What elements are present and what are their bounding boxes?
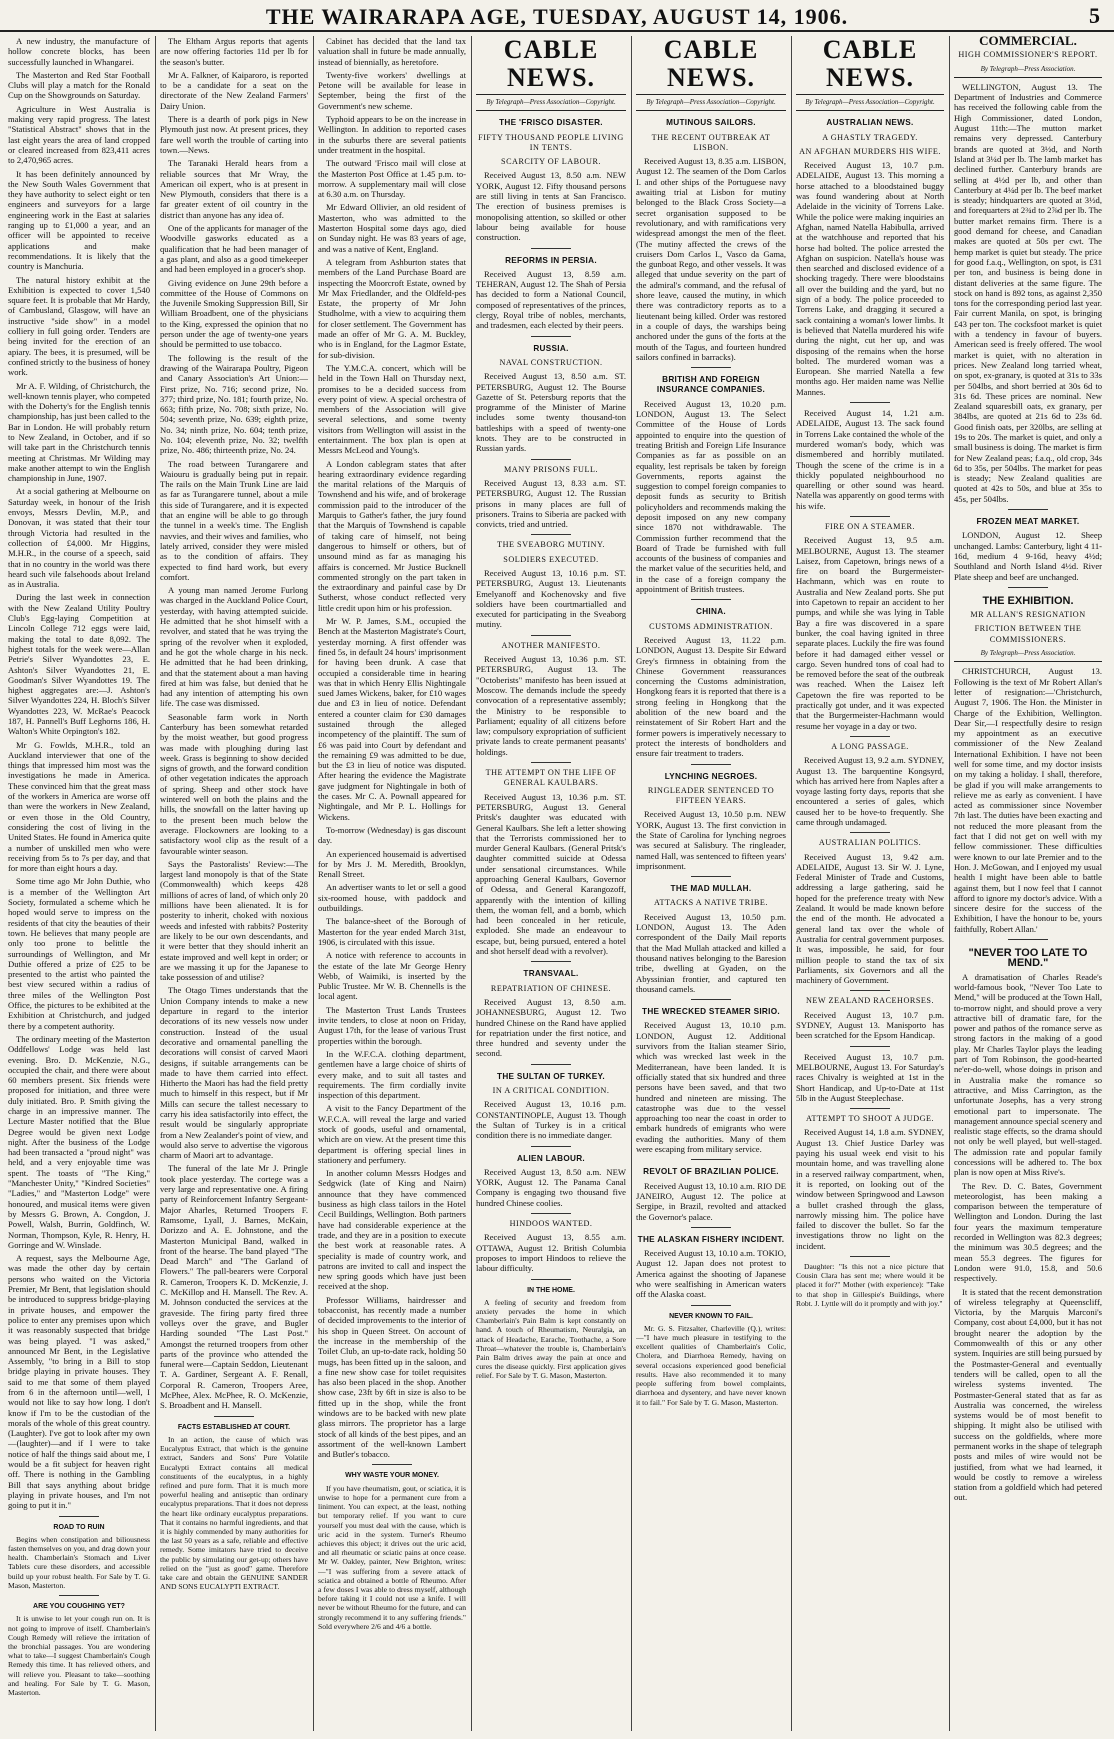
byline: By Telegraph—Press Association—Copyright. [636,97,786,111]
separator-rule [59,1516,99,1517]
news-subheadline: FRICTION BETWEEN THE COMMISSIONERS. [974,624,1082,644]
page-number: 5 [1089,3,1100,28]
paragraph: During the last week in connection with the New Zealand Utility Poultry Club's Egg-laying Competition at Lincoln College 712 eggs were laid, making the total to date 8,092. The highest totals for the week were—Allan Petrie's Silver Wyandottes 23, E. Ashton's Silver Wyandottes 21, E. Goodman's Silver Wyandottes 19. The highest aggregates are:—J. Ashton's Silver Wyandottes 224, H. Bloch's Silver Wyandottes 223, W. McRae's Peacock 187, H. Pannell's Buff Leghorns 186, H. Walton's White Orpington's 182. [8,592,150,737]
advert-title: NEVER KNOWN TO FAIL. [669,1312,753,1320]
paragraph: An experienced housemaid is advertised for by Mrs J. M. Meredith, Brooklyn, Renall Street. [318,848,466,880]
column-rule [631,36,632,1731]
news-headline: "NEVER TOO LATE TO MEND." [968,947,1088,970]
paragraph: The balance-sheet of the Borough of Masterton for the year ended March 31st, 1906, is circulated with this issue. [318,916,466,947]
news-body: Received August 13, 10.16 p.m. CONSTANTINOPLE, August 13. Though the Sultan of Turkey is in a critical condition there is no immediate danger. [476,1099,626,1141]
column-rule [949,36,950,1731]
section-masthead: CABLE NEWS. [796,36,944,95]
separator-rule [850,1256,890,1257]
separator-rule [691,1305,731,1306]
paragraph: The funeral of the late Mr J. Pringle took place yesterday. The cortege was a very large and representative one. A firing party of Reinforcement Infantry Sergeant-Major Aharles, Returned Troopers F. Ramsome, Lyall, J. Barnes, McKain, Dorizzo and A. E. Johnstone, and the Masterton Municipal Band, walked in front of the hearse. The band played "The Dead March" and "The Garland of Flowers." The pall-bearers were Corporal R. Cameron, Troopers K. D. McKenzie, J. C. McKillop and H. Mansell. The Rev. A. M. Johnson conducted the services at the graveside. The firing party fired three volleys over the grave, and Bugler Harding sounded "The Last Post." Amongst the returned troopers from other parts of the province who attended the funeral were—Captain Seddon, Lieutenant T. A. Gardiner, Sergeant A. F. Renall, Corporal R. Cameron, Troopers Aree, McPhee, Alex. McPhee, R. O. McKenzie, S. Broadbent and H. Mansell. [160,1163,308,1411]
paragraph: At a social gathering at Melbourne on Saturday week, in honour of the Irish envoys, Messrs Devlin, M.P., and Donovan, it was stated that their tour through Victoria had resulted in the collection of £4,000. Mr Higgins, M.H.R., in the course of a speech, said that in no country in the world was there heard such vile falsehoods about Ireland as in Australia. [8,486,150,590]
byline: By Telegraph—Press Association. [954,64,1102,78]
news-body: Received August 13, 10.7 p.m. MELBOURNE, August 13. For Saturday's races Chivalry is weighted at 1st in the Short Handicap, and Up-to-Date at 11st 5lb in the August Steeplechase. [796,1051,944,1103]
news-headline: REVOLT OF BRAZILIAN POLICE. [643,1167,779,1177]
separator-rule [691,599,731,600]
separator-rule [531,1064,571,1065]
news-subheadline: FIRE ON A STEAMER. [825,521,915,531]
paragraph: The ordinary meeting of the Masterton Oddfellows' Lodge was held last evening. Bro. D. McKenzie, N.G., occupied the chair, and there were about 60 members present. Six friends were proposed for initiation, and three were duly initiated. Bro. P. Smith giving the charge in an impressive manner. The Lecture Master notified that the Blue Degree would be given next Lodge night. After the business of the Lodge had been transacted a "proud night" was held, and a very enjoyable time was spent. The toasts of "The King," "Manchester Unity," "Kindred Societies" "Ladies," and "Masterton Lodge" were honoured, and musical items were given by Messrs G. Brown, A. Congdon, J. Powell, Walsh, Burrin, Goldfinch, W. Norman, Thompson, Kyle, R. Henry, H. Gorringe and W. Winslade. [8,1033,150,1250]
masthead [0,0,1114,32]
separator-rule [531,635,571,636]
paragraph: The Taranaki Herald hears from a reliable sources that Mr Wray, the American oil expert, who is at present in New Plymouth, considers that there is a far greater extent of oil country in the district than anyone has any idea of. [160,158,308,220]
paragraph: Mr A. Falkner, of Kaiparoro, is reported to be a candidate for a seat on the directorate of the New Zealand Farmers' Dairy Union. [160,69,308,111]
paragraph: Twenty-five workers' dwellings at Petone will be available for lease in September, being the first of the Government's new scheme. [318,69,466,111]
section-masthead: CABLE NEWS. [636,36,786,95]
paragraph: There is a dearth of pork pigs in New Plymouth just now. At present prices, they fare well worth the trouble of carting into town.—News. [160,114,308,155]
paragraph: Some time ago Mr John Duthie, who is a member of the Wellington Art Society, formulated a scheme which he hoped would serve to impress on the residents of that city the beauties of their town. He believes that many people are only too prone to belittle the surroundings of Wellington, and Mr Duthie offered a prize of £25 to be presented to the artist who painted the best view secured within a radius of three miles of the Wellington Post Office, the pictures to be exhibited at the Exhibition at Christchurch, and judged there by a competent authority. [8,876,150,1031]
news-body: Received August 13, 8.55 a.m. OTTAWA, August 12. British Columbia proposes to import Hindoos to relieve the labour difficulty. [476,1232,626,1274]
news-subheadline: FIFTY THOUSAND PEOPLE LIVING IN TENTS. [478,132,624,152]
separator-rule [850,832,890,833]
advert-title: ARE YOU COUGHING YET? [33,1603,125,1611]
paragraph: Mr W. P. James, S.M., occupied the Bench at the Masterton Magistrate's Court, yesterday morning. A first offender was fined 5s, in default 24 hours' imprisonment for having been drunk. A case that occupied a considerable time in hearing was that in which Henry Ellis Nightingale sued James Wickens, baker, for £10 wages due and £3 in lieu of notice. Defendant entered a counter claim for £30 damages sustained through the alleged incompetency of the plaintiff. The sum of £6 was paid into Court by defendant and the remaining £9 was admitted to be due, but the £3 in lieu of notice was disputed. After hearing the evidence the Magistrate gave judgment for Nightingale in both of the cases. Mr C. A. Pownall appeared for Nightingale, and Mr P. L. Hollings for Wickens. [318,616,466,822]
separator-rule [531,762,571,763]
news-subheadline: MR ALLAN'S RESIGNATION [970,610,1086,620]
separator-rule [691,1159,731,1160]
separator-rule [531,534,571,535]
news-subheadline: SOLDIERS EXECUTED. [503,554,599,564]
paragraph: It is stated that the recent demonstration of wireless telegraphy at Queenscliff, Victoria, by the Marquis Marconi's Company, cost about £4,000, but it has not brought nearer the adoption by the Commonwealth of this or any other system. Inquiries are still being pursued by the Postmaster-General and eventually tenders will be called, open to all the wireless systems invented. The Postmaster-General stated that as far as Australia was concerned, the wireless systems would be of most benefit to shipping. It might also be utilised with success on the goldfields, where more permanent works in the shape of telegraph posts and miles of wire would not be justified, from what we had learned, it would be costly to remove a wireless station from a goldfield which had petered out. [954,1286,1102,1503]
advert-text: Begins when constipation and biliousness fasten themselves on you, and drag down your health. Chamberlain's Stomach and Liver Tablets cure these disorders, and accessible build up your robust health. For Sale by T. G. Mason, Masterton. [8,1534,150,1590]
separator-rule [531,1213,571,1214]
paragraph: A request, says the Melbourne Age, was made the other day by certain persons who waited on the Victoria Premier, Mr Bent, that legislation should be introduced to suppress bridge-playing in private houses, and empower the police to enter any premises upon which it was reasonably suspected that bridge was being played. "I was asked," announced Mr Bent, in the Legislative Assembly, "to bring in a Bill to stop bridge playing in private houses. They said to me that some of them played from 6 in the afternoon until—well, I would not like to say how long. I don't know if I'm to be the custodian of the morals of the whole of this great country. (Laughter). I've got to look after my own—(laughter)—and if I were to take notice of half the things said about me, I would be a fit subject for heaven right off. There is nothing in the Gambling Bill that says anything about bridge playing in private houses, and I'm not going to put it in." [8,1253,150,1511]
news-subheadline: RINGLEADER SENTENCED TO FIFTEEN YEARS. [647,785,775,806]
paragraph: To-morrow (Wednesday) is gas discount day. [318,824,466,846]
news-body: Received August 13, 10.20 p.m. LONDON, August 13. The Select Committee of the House of Lords appointed to enquire into the question of treating British and Foreign Life Insurance Companies as far as possible on an equality, lest reprisals be taken by foreign Governments, reports against the suggestion to compel foreign companies to deposit funds as security to British policyholders and recommends making the deposit imposed on any new company since 1870 not withdrawable. The Commission further recommend that the Board of Trade be furnished with full accounts of the business of companies and the market value of the securities held, and in the case of a foreign company the appointment of British trustees. [636,398,786,595]
column-6-cable-news [796,36,944,1731]
news-headline: REFORMS IN PERSIA. [505,255,597,265]
separator-rule [214,1416,254,1417]
separator-rule [691,764,731,765]
news-body: Received August 13, 8.33 a.m. ST. PETERSBURG, August 12. The Russian prisons in many places are full of prisoners. Trains to Siberia are packed with convicts, tried and untried. [476,477,626,530]
columns [8,36,1108,1736]
advert-text: In an action, the cause of which was Eucalyptus Extract, that which is the genuine extract, Sanders and Sons' Pure Volatile Eucalypti Extract contains all medical constituents of the eucalyptus, in a highly refined and pure form. That it is much more powerful healing and antiseptic than ordinary eucalyptus preparations. That it does not depress the heart like ordinary eucalyptus preparations. That it contains no harmful ingredients, and that it is highly commended by many authorities for the last 50 years as a safe, reliable and effective remedy. Some imitators have tried to deceive the public by simulating our get-up; others have relied on the "just as good" game. Therefore take care and obtain the GENUINE SANDER AND SONS EUCALYPTI EXTRACT. [160,1434,308,1592]
news-headline: THE WRECKED STEAMER SIRIO. [642,1007,780,1017]
advert-title: FACTS ESTABLISHED AT COURT. [177,1423,291,1431]
news-body: Received August 13, 8.50 a.m. NEW YORK, August 12. The Panama Canal Company is engaging two thousand five hundred Chinese coolies. [476,1166,626,1208]
news-subheadline: THE SVEABORG MUTINY. [497,540,605,550]
news-headline: THE ALASKAN FISHERY INCIDENT. [637,1234,785,1244]
news-headline: CHINA. [695,607,726,617]
news-headline: THE 'FRISCO DISASTER. [499,118,603,128]
news-headline: BRITISH AND FOREIGN INSURANCE COMPANIES. [656,375,766,395]
news-body: Received August 13, 10.7 p.m. ADELAIDE, August 13. This morning a horse attached to a bloodstained buggy was found wandering about at North Adelaide in the vicinity of Torrens Lake. While the police were making inquiries an Afghan, named Natella Habibulla, arrived at the watchhouse and reported that his horse had bolted. The police arrested the Afghan on suspicion. Natella's house was then searched and disclosed evidence of a shocking tragedy. There were bloodstains all over the building and the yard, but no sign of a body. The police proceeded to Torrens Lake, and dragging it secured a sack containing a woman's lower limbs. It is believed that Natella murdered his wife during the night, cut her up, and was disposing of the remains when the horse bolted. The murdered woman was a European. She married Natella a few months ago. Her maiden name was Nellie Mannes. [796,160,944,397]
news-body: LONDON, August 12. Sheep unchanged. Lambs: Canterbury, light 4 11-16d, medium 4 9-16d, heavy 4½d; Southland and North Island 4½d. River Plate sheep and beef are unchanged. [954,530,1102,582]
separator-rule [1008,587,1048,588]
separator-rule [531,1146,571,1147]
column-4-cable-news [476,36,626,1731]
news-subheadline: ATTEMPT TO SHOOT A JUDGE. [805,1114,935,1124]
separator-rule [850,516,890,517]
paragraph: The Rev. D. C. Bates, Government meteorologist, has been making a comparison between the temperature of Wellington and London. During the last four years the maximum temperature recorded in Wellington was 82.3 degrees; the minimum was 30.5 degrees; and the mean 55.3 degrees. The figures for London were 91.0, 15.8, and 50.6 respectively. [954,1180,1102,1284]
paragraph: A young man named Jerome Furlong was charged in the Auckland Police Court, yesterday, with having attempted suicide. He admitted that he shot himself with a revolver, and stated that he was trying the spring of the revolver when it exploded, and he got the whole charge in his neck. He admitted that he had been drinking, and that the statement about a man having fired at him was false, but denied that he had any intention of attempting his own life. The case was dismissed. [160,585,308,709]
separator-rule [850,402,890,403]
news-body: Received August 13, 8.35 a.m. LISBON, August 12. The seamen of the Dom Carlos I. and other ships of the Portuguese navy awaiting trial at Lisbon for mutiny belonged to the Black Cross Society—a secret organisation supposed to be revolutionary, and with ramifications very widespread amongst the men of the fleet. (The mutiny affected the crews of the cruisers Dom Carlos I., Vasco da Gama, the gunboat Rego, and other vessels. It was alleged that undue severity on the part of the admiral's command, and the refusal of shore leave, caused the mutiny, in which there was contradictory reports as to a lieutenant being killed. Order was restored in a couple of days, the warships being anchored under the guns of the forts at the mouth of the Tagus, and fourteen hundred sailors confined in barracks). [636,156,786,362]
paragraph: Mr Edward Ollivier, an old resident of Masterton, who was admitted to the Masterton Hospital some days ago, died on Sunday night. He was 83 years of age, and was a native of Kent, England. [318,202,466,254]
byline: By Telegraph—Press Association—Copyright. [476,97,626,111]
news-subheadline: HINDOOS WANTED. [509,1219,593,1229]
news-subheadline: ANOTHER MANIFESTO. [501,640,601,650]
separator-rule [691,876,731,877]
paragraph: Cabinet has decided that the land tax valuation shall in future be made annually, instead of biennially, as heretofore. [318,36,466,67]
paragraph: Agriculture in West Australia is making very rapid progress. The latest "Statistical Abstract" shows that in the last eight years the area of land cropped or cleared increased from 823,411 acres to 2,470,965 acres. [8,103,150,166]
news-body: Received August 13, 8.50 a.m. JOHANNESBURG, August 12. Two hundred Chinese on the Rand have applied for repatriation under the first notice, and three hundred and seventy under the second. [476,996,626,1059]
advert-text: A feeling of security and freedom from anxiety pervades the home in which Chamberlain's Pain Balm is kept constantly on hand. A touch of Rheumatism, Neuralgia, an attack of Headache, Earache, Toothache, a Sore Throat—whatever the trouble is, Chamberlain's Pain Balm drives away the pain at once and cures the disease quickly. First application gives relief. For Sale by T. G. Mason, Masterton. [476,1297,626,1381]
news-body: Received August 13, 8.59 a.m. TEHERAN, August 12. The Shah of Persia has decided to form a National Council, composed of representatives of the princes, clergy, Royal tribe of nobles, merchants, and tradesmen, each elected by their peers. [476,268,626,331]
paragraph: In another column Messrs Hodges and Sedgwick (late of King and Nairn) announce that they have commenced business as high class tailors in the Hotel Cecil Buildings, Wellington. Both partners have had considerable experience at the trade, and they are in a position to execute the best work at reasonable rates. A speciality is made of country work, and patrons are invited to call and inspect the new spring goods which have just been received at the shop. [318,1168,466,1292]
section-masthead: CABLE NEWS. [476,36,626,95]
paragraph: The Masterton and Red Star Football Clubs will play a match for the Ronald Cup on the Showgrounds on Saturday. [8,69,150,101]
separator-rule [531,336,571,337]
news-body: Received August 13, 10.16 p.m. ST. PETERSBURG, August 13. Lieutenants Emelyanoff and Kochenovsky and five soldiers have been courtmartialled and executed for participating in the Sveaborg mutiny. [476,567,626,630]
separator-rule [691,999,731,1000]
news-body: Received August 13, 10.36 p.m. ST. PETERSBURG, August 13. The "Octoberists" manifesto has been issued at Moscow. The demands include the speedy convocation of a representative assembly; the Ministry to be responsible to Parliament; equality of all citizens before law; compulsory expropriation of sufficient private lands to create permanent peasants' holdings. [476,654,626,757]
news-headline: TRANSVAAL. [523,969,579,979]
separator-rule [850,990,890,991]
news-subheadline: MANY PRISONS FULL. [504,464,598,474]
paragraph: A visit to the Fancy Department of the W.F.C.A. will reveal the large and varied stock of goods, useful and ornamental, which are on view. At the present time this department is offering special lines in stationery and perfumery. [318,1103,466,1165]
paragraph: A dramatisation of Charles Reade's world-famous book, "Never Too Late to Mend," will be produced at the Town Hall, to-morrow night, and should prove a very attractive bill of dramatic fare, for the power and pathos of the romance serve as strong factors in the making of a good play. Mr Charles Taylor plays the leading part of Tom Robinson, the good-hearted ne'er-do-well, whose doings in prison and in Australia make the romance so attractive, and Miss Carrington, as the unfortunate Josephs, has a very strong emotional part to impersonate. The management announce special scenery and realistic stage effects, so the drama should not only be well played, but well-staged. The admission rate and popular family concessions will be adhered to. The box plan is now open at Miss Rive's. [954,971,1102,1178]
separator-rule [1008,939,1048,940]
news-subheadline: IN A CRITICAL CONDITION. [492,1086,610,1096]
news-subheadline: A GHASTLY TRAGEDY. [822,132,918,142]
news-subheadline: AUSTRALIAN POLITICS. [818,838,922,848]
separator-rule [531,248,571,249]
news-subheadline: ATTACKS A NATIVE TRIBE. [654,898,768,908]
separator-rule [531,961,571,962]
advert-text: Mr. G. S. Fitzsalter, Charleville (Q.), writes:—"I have much pleasure in testifying to the excellent qualities of Chamberlain's Colic, Cholera, and Diarrhoea Remedy, having on several occasions experienced good beneficial results. Have also recommended it to many people suffering from bowel complaints, diarrhoea and dysentery, and have never known it to fail." For Sale by T. G. Mason, Masterton. [636,1323,786,1407]
news-subheadline: AN AFGHAN MURDERS HIS WIFE. [799,146,941,156]
separator-rule [531,459,571,460]
separator-rule [850,736,890,737]
news-subheadline: THE ATTEMPT ON THE LIFE OF GENERAL KAULBARS. [485,768,617,788]
news-body: Received August 13, 10.10 p.m. LONDON, August 12. Additional survivors from the Italian steamer Sirio, which was wrecked last week in the Mediterranean, have been landed. It is officially stated that six hundred and three persons have been saved, and that two hundred and nineteen are missing. The catastrophe was due to the vessel approaching too near the coast in order to embark hundreds of emigrants who were evading the authorities. Many of them were escaping from military service. [636,1020,786,1155]
paragraph: A new industry, the manufacture of hollow concrete blocks, has been successfully launched in Whangarei. [8,36,150,67]
news-subheadline: REPATRIATION OF CHINESE. [490,983,612,993]
advert-title: IN THE HOME. [527,1286,575,1294]
paragraph: A London cablegram states that after hearing extraordinary evidence regarding the marital relations of the Marquis of Townshend and his wife, and of brokerage commission paid to the introducer of the Marquis to Gather's father, the jury found that the Marquis of Townshend is capable of taking care of himself, not being dangerous to himself or others, but of unsound mind as far as managing his affairs is concerned. Mr Justice Bucknell commented strongly on the part taken in the extraordinary and painful case by Dr Sutherst, whose conduct reflected very little credit upon him or his profession. [318,458,466,613]
paragraph: The Y.M.C.A. concert, which will be held in the Town Hall on Thursday next, promises to be a decided success from every point of view. A special orchestra of members of the Association will give several selections, and some twenty visitors from Wellington will assist in the entertainment. The box plan is open at Messrs McLeod and Young's. [318,362,466,456]
news-headline: FROZEN MEAT MARKET. [976,517,1080,527]
advert-title: ROAD TO RUIN [53,1523,105,1531]
byline: By Telegraph—Press Association. [954,648,1102,662]
news-subheadline: NAVAL CONSTRUCTION. [499,357,603,367]
news-body: Received August 13, 10.50 p.m. LONDON, August 13. The Aden correspondent of the Daily Mail reports that the Mad Mullah attacked and killed a thousand natives belonging to the Baresion tribe, dwelling at Gyaden, on the Abyssinian frontier, and captured ten thousand camels. [636,911,786,994]
column-rule [791,36,792,1731]
news-body: Received August 13, 10.7 p.m. SYDNEY, August 13. Manisporto has been scratched for the Epsom Handicap. [796,1009,944,1041]
advert-text: If you have rheumatism, gout, or sciatica, it is unwise to hope for a permanent cure from a liniment. You can expect, at the least, nothing but temporary relief. If you want to cure yourself you must deal with the cause, which is uric acid in the system. Turner's Rheumo achieves this object; it drives out the uric acid, and all rheumatic or sciatic pains at once cease. Mr W. Oakley, painter, New Brighton, writes:—"I was suffering from a severe attack of sciatica and obtained a bottle of Rheumo. After a few doses I was able to dress myself, although before taking it I could not use a knife. I will never be without Rheumo for the future, and can strongly recommend it to any suffering friends." Sold everywhere 2/6 and 4/6 a bottle. [318,1483,466,1631]
commercial-heading: COMMERCIAL. [979,36,1077,48]
news-headline: ALIEN LABOUR. [516,1153,586,1163]
advert-text: Daughter: "Is this not a nice picture that Cousin Clara has sent me; where would it be placed it for?" Mother (with experience): "Take to that shop in Gillespie's Buildings, where Robt. J. Lyttle will do it promptly and with joy." [796,1261,944,1308]
column-1 [8,36,150,1731]
paragraph: Mr G. Fowlds, M.H.R., told an Auckland interviewer that one of the things that impressed him most was the investigations he made in America. These convinced him that the great mass of the workers in America are worse off than were the workers in New Zealand, or even those in the Old Country, considering the cost of living in the United States. He found in America quite a number of unskilled men who were receiving from 5s to 7s per day, and that for more than eight hours a day. [8,739,150,874]
masthead-title: THE WAIRARAPA AGE, TUESDAY, AUGUST 14, 1906. [265,4,849,29]
advert-text: It is unwise to let your cough run on. It is not going to improve of itself. Chamberlain's Cough Remedy will relieve the irritation of the bronchial passages. You are wondering what to take—I suggest Chamberlain's Cough Remedy this time. It has relieved others, and will relieve you. Pleasant to take—soothing and healing. For Sale by T. G. Mason, Masterton. [8,1614,150,1697]
paragraph: A notice with reference to accounts in the estate of the late Mr George Henry Webb, of Waimiki, is inserted by the Public Trustee. Mr W. B. Chennells is the local agent. [318,950,466,1002]
paragraph: The outward 'Frisco mail will close at the Masterton Post Office at 1.45 p.m. to-morrow. A supplementary mail will close at 6.30 a.m. on Thursday. [318,158,466,200]
paragraph: A telegram from Ashburton states that members of the Land Purchase Board are inspecting the Moorcroft Estate, owned by Mr Max Friedlander, and the Oldfeld-pes Estate, the property of Mr John Studholme, with a view to acquiring them for closer settlement. The Government has made an offer of Mr G. A. M. Buckley, who is in England, for the Lagmor Estate, for sub-division. [318,256,466,360]
paragraph: The following is the result of the drawing of the Wairarapa Poultry, Pigeon and Canary Association's Art Union:—First prize, No. 716; second prize, No. 377; third prize, No. 181; fourth prize, No. 663; fifth prize, No. 708; sixth prize, No. 504; seventh prize, No. 639; eighth prize, No. 34; ninth prize, No. 604; tenth prize, No. 104; eleventh prize, No. 32; twelfth prize, No. 486; thirteenth prize, No. 24. [160,352,308,456]
paragraph: Seasonable farm work in North Canterbury has been somewhat retarded by the moist weather, but good progress was made with ploughing during last week. Grass is beginning to show decided signs of growth, and the forward condition of other vegetation indicates the approach of spring. Sheep and other stock have wintered well on both the plains and the hills, the snowfall on the latter having up to the present been much below the average. Flockowners are looking to a satisfactory wool clip as the result of a favourable winter season. [160,711,308,856]
column-2 [160,36,308,1731]
news-body: Received August 14, 1.21 a.m. ADELAIDE, August 13. The sack found in Torrens Lake contained the whole of the murdered woman's body, which was dismembered and horribly mutilated. Though the scene of the crime is in a thickly populated neighbourhood no quarelling or other sound was heard. Natella was apparently on good terms with his wife. [796,408,944,511]
news-body: Received August 13, 10.36 p.m. ST. PETERSBURG, August 13. General Pritsk's daughter was educated with General Kaulbars. She left a letter showing that the Terrorists commissioned her to murder General Kaulbars. (General Pritsk's daughter committed suicide at Odessa under sensational circumstances. While approaching General Kaulbars, Governor of Odessa, and General Karangozoff, apparently with the intention of killing them, the woman fell, and a bomb, which had been concealed in her reticule, exploded. She made an endeavour to escape, but, being pursued, entered a hotel and shot herself dead with a revolver). [476,791,626,957]
column-rule [155,36,156,1731]
advert-title: WHY WASTE YOUR MONEY. [345,1472,439,1480]
news-body: Received August 13, 8.50 a.m. NEW YORK, August 12. Fifty thousand persons are still living in tents at San Francisco. The erection of business premises is monopolising attention, so skilled or other labour being available for house construction. [476,170,626,243]
news-headline: RUSSIA. [533,343,569,353]
paragraph: The natural history exhibit at the Exhibition is expected to cover 1,540 square feet. It is probable that Mr Hardy, of Cambusland, Glasgow, will have an instructive "side show" in a model colliery in full going order. Tenders are being invited for the erection of an apiary. The bees, it is presumed, will be confined strictly to the business of honey work. [8,274,150,378]
paragraph: Mr A. F. Wilding, of Christchurch, the well-known tennis player, who competed with the Doherty's for the English tennis championship, has just been called to the Bar in London. He will probably return to New Zealand, in October, and if so will take part in the Christchurch tennis meeting at Christmas. Mr Wilding may make another attempt to win the English championship in June, 1907. [8,380,150,484]
separator-rule [372,1464,412,1465]
byline: By Telegraph—Press Association—Copyright. [796,97,944,111]
separator-rule [1008,509,1048,510]
paragraph: Giving evidence on June 29th before a committee of the House of Commons on the Juvenile Smoking Suppression Bill, Sir William Broadbent, one of the physicians to the King, expressed the opinion that no person under the age of twenty-one years should be permitted to use tobacco. [160,277,308,350]
paragraph: An advertiser wants to let or sell a good six-roomed house, with paddock and outbuildings. [318,882,466,914]
news-body: Received August 13, 10.10 a.m. RIO DE JANEIRO, August 12. The police at Sergipe, in Brazil, revolted and attacked the Governor's palace. [636,1180,786,1222]
separator-rule [59,1595,99,1596]
separator-rule [850,1108,890,1109]
news-body: Received August 13, 9.5 a.m. MELBOURNE, August 13. The steamer Laisez, from Capetown, brings news of a fire on board the Burgermeister-Hachmann, which was en route to Australia and New Zealand ports. She put into Capetown to repair an accident to her pumps, and while she was lying in Table Bay a fire was discovered in a spare bunker, the coal having ignited in three separate places. Luckily the fire was found before it had damaged either vessel or cargo. Seven hundred tons of coal had to be removed before the seat of the outbreak was reached. When the Laisez left Capetown the fire was reported to be practically got under, and it was expected that the Burgermeister-Hachmann would resume her voyage in a day or two. [796,535,944,731]
news-headline: LYNCHING NEGROES. [664,771,758,781]
paragraph: Typhoid appears to be on the increase in Wellington. In addition to reported cases in the suburbs there are several patients under treatment in the hospital. [318,114,466,155]
news-subheadline: THE RECENT OUTBREAK AT LISBON. [651,132,771,152]
news-subheadline: A LONG PASSAGE. [831,741,909,751]
paragraph: One of the applicants for manager of the Woodville gasworks educated as a qualification that he had been manager of a gas plant, and also as a good timekeeper and had been employed in a grocer's shop. [160,223,308,275]
column-rule [471,36,472,1731]
paragraph: WELLINGTON, August 13. The Department of Industries and Commerce has received the following cable from the High Commissioner, dated London, August 11th:—The mutton market remains very depressed. Canterbury brands are quoted at 3½d, and North Island at 3¼d per lb. The lamb market has declined further. Canterbury brands are selling at 4½d per lb, and other than Canterbury at 4¼d per lb. The beef market is steady; hindquarters are quoted at 3½d, and forequarters at 2¾d to 2⅞d per lb. The butter market remains firm. There is a good demand for cheese, and Canadian makes are quoted at 50s per cwt. The hemp market is quiet but steady. The price for good f.a.q., Wellington, on spot, is £31 per ton, and business is being done in distant deliveries at the same figure. The stock on hand is 892 tons, as against 2,350 tons for the corresponding period last year. Fair current Manila, on spot, is bringing £43 per ton. The cocksfoot market is quiet with a tendency in favour of buyers. American seed is freely offered. The wool market is quiet, with no alteration in prices. New Zealand long tarried wheat, on spot, ex-granary, is quoted at 31s to 33s per 504lbs, and short berried at 30s 6d to 31s 6d. These prices are nominal. New Zealand squaresbill oats, ex granary, per 384lbs, are quoted at 21s 6d to 23s 6d. Good finish oats, per 320lbs, are selling at 19s to 20s. The market is quiet, and only a small business is doing. The market is firm for New Zealand peas; f.a.q., old crop, 34s 6d to 35s, per 504lbs. The market for peas is steady; New Zealand qualities are quoted at 42s to 50s, and blue at 35s to 45s, per 504lbs. [954,81,1102,504]
separator-rule [850,1046,890,1047]
news-body: Received August 13, 9.42 a.m. ADELAIDE, August 13. Sir W. J. Lyne, Federal Minister of Trade and Customs, addressing a large gathering, said he hoped for the preference treaty with New Zealand. It would be made known before the end of the month. He advocated a general land tax over the whole of Australia for central government purposes. It was, impossible, he said, for four million people to stand the tax of six Parliaments, six Governors and all the machinery of Government. [796,851,944,986]
news-headline: THE MAD MULLAH. [670,884,752,894]
paragraph: The road between Turangarere and Waiouru is gradually being put in repair. The rails on the Main Trunk Line are laid as far as Turangarere tunnel, about a mile this side of Turangarere, and it is expected that an engine will be able to go through the tunnel in a week's time. The English navvies, and their wives and families, who lately arrived, consider they were misled as to the condition of affairs. They expected to find hard work, but every comfort. [160,458,308,582]
news-subheadline: HIGH COMMISSIONER'S REPORT. [958,50,1098,60]
column-5-cable-news [636,36,786,1731]
news-body: Received August 13, 9.2 a.m. SYDNEY, August 13. The barquentine Kongsyrd, which has arrived here from Naples after a voyage lasting forty days, reports that she encountered a series of gales, which caused her to be hove-to frequently. She came through undamaged. [796,755,944,827]
news-headline: AUSTRALIAN NEWS. [826,118,914,128]
separator-rule [531,1279,571,1280]
paragraph: Says the Pastoralists' Review:—The largest land monopoly is that of the State (Commonwealth) which keeps 428 millions of acres of land, of which only 20 millions have been alienated. It is for posterity to inherit, choked with noxious weeds and infested with rabbits? Posterity are likely to be our own descendants, and it were better that they should inherit an estate improved and well kept in order; or are we massing it up for the Japanese to take possession of and utilise? [160,858,308,983]
paragraph: It has been definitely announced by the New South Wales Government that they have authority to select eight or ten engineers and surveyors for a large engineering work in the East at salaries ranging up to £1,000 a year, and an officer will be appointed to receive applications and make recommendations. It is likely that the country is Manchuria. [8,168,150,272]
paragraph: In the W.F.C.A. clothing department, gentlemen have a large choice of shirts of every make, and to suit all tastes and requirements. The firm cordially invite inspection of this department. [318,1048,466,1101]
paragraph: Professor Williams, hairdresser and tobacconist, has recently made a number of decided improvements to the interior of his shop in Queen Street. On account of the increase in the membership of the Toilet Club, an up-to-date rack, holding 50 mugs, has been fitted up in the saloon, and a fine new show case for toilet requisites has also been placed in the shop. Another show case, 23ft by 6ft in size is also to be fitted up in the shop, while the front windows are to be backed with new plate glass mirrors. The proprietor has a large stock of all kinds of the best pipes, and an assortment of the well-known Lambert and Butler's tobacco. [318,1294,466,1460]
news-headline: MUTINOUS SAILORS. [666,118,756,128]
paragraph: The Masterton Trust Lands Trustees invite tenders, to close at noon on Friday, August 17th, for the lease of various Trust properties within the borough. [318,1004,466,1046]
news-subheadline: CUSTOMS ADMINISTRATION. [649,621,773,631]
paragraph: CHRISTCHURCH, August 13. Following is the text of Mr Robert Allan's letter of resignation:—'Christchurch, August 7, 1906. The Hon. the Minister in Charge of the Exhibition, Wellington. Dear Sir,—I respectfully desire to resign my appointment as an executive commissioner of the New Zealand International Exhibition. I have not been well for some time, and my doctor insists on my taking a holiday. I shall, therefore, be glad if you will make arrangements to relieve me as early as convenient. I have acted as commissioner since November 7th last. The duties have been exacting and not reduced the more pleasant from the fact that I did not get on well with my fellow commissioner. These difficulties were known to our late Premier and to the Hon. J. McGowan, and I enjoyed my usual health I might have been able to battle against them, but I now feel that I cannot afford to ignore my doctor's advice. With a sincere desire for the success of the Exhibition, I have the honour to be, yours faithfully, Robert Allan.' [954,666,1102,934]
news-body: Received August 13, 8.50 a.m. ST. PETERSBURG, August 12. The Bourse Gazette of St. Petersburg reports that the programme of the Minister of Marine includes some twenty thousand-ton battleships with a speed of twenty-one knots. They are to be constructed in Russian yards. [476,371,626,454]
news-subheadline: SCARCITY OF LABOUR. [501,157,601,167]
paragraph: The Eltham Argus reports that agents are now offering factories 11d per lb for the season's butter. [160,36,308,67]
paragraph: The Otago Times understands that the Union Company intends to make a new departure in regard to the interior decorations of its new vessels now under construction. Instead of the usual decorative and ornamental panelling the decorations will consist of carved Maori designs, if suitable arrangements can be made to have them carried into effect. Hitherto the Maori has had the field pretty much to himself in this respect, but if Mr Mills can secure the tallest necessary to carry his idea satisfactorily into effect, the result would be singularly appropriate from a New Zealander's point of view, and would also serve to advertise the vigorous charm of Maori art to advantage. [160,985,308,1161]
news-subheadline: NEW ZEALAND RACEHORSES. [805,996,935,1006]
column-7-commercial [954,36,1102,1731]
exhibition-heading: THE EXHIBITION. [982,594,1074,607]
news-body: Received August 13, 10.10 a.m. TOKIO, August 12. Japan does not protest to America against the shooting of Japanese who were sealfishing in American waters off the Alaska coast. [636,1248,786,1300]
column-rule [313,36,314,1731]
news-headline: THE SULTAN OF TURKEY. [497,1071,605,1081]
separator-rule [691,1227,731,1228]
news-body: Received August 13, 11.22 p.m. LONDON, August 13. Despite Sir Edward Grey's firmness in obtaining from the Chinese Government reassurances concerning the Customs administration, Hongkong fears it is reported that there is a strong feeling in Hongkong that the abolition of the new board and the reinstatement of Sir Robert Hart and the former powers is imperatively necessary to protect the interests of bondholders and ensure fair treatment to traders. [636,634,786,759]
separator-rule [691,367,731,368]
column-3 [318,36,466,1731]
news-body: Received August 13, 10.50 p.m. NEW YORK, August 13. The first conviction in the State of Carolina for lynching negroes was secured at Salisbury. The ringleader, named Hall, was sentenced to fifteen years' imprisonment. [636,809,786,871]
news-body: Received August 14, 1.8 a.m. SYDNEY, August 13. Chief Justice Darley was paying his usual week end visit to his mountain home, and was travelling alone in a reserved railway compartment, when, it is reported, on looking out of the window between Springwood and Lawson a bullet crashed through the glass, narrowly missing him. The police have failed to discover the bullet. So far the investigations throw no light on the incident. [796,1127,944,1251]
